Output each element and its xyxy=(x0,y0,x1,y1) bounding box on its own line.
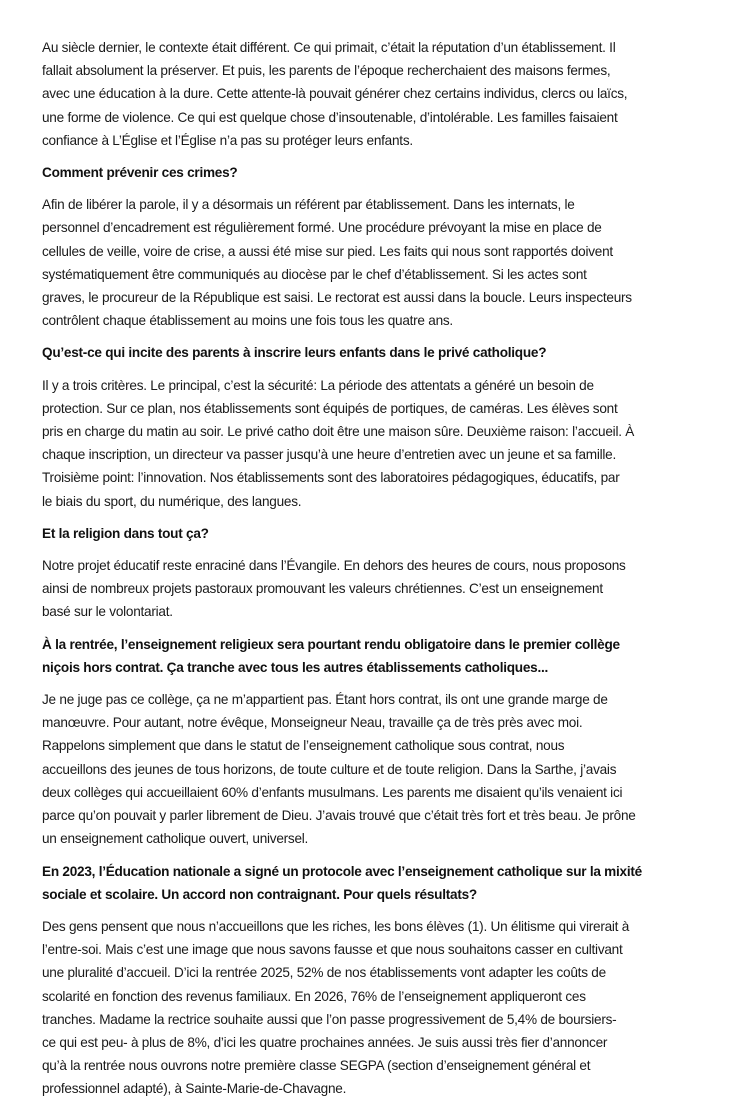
text-line: systématiquement être communiqués au diocèse par le chef d’établissement. Si les actes sont xyxy=(42,266,587,282)
answer-paragraph xyxy=(42,915,722,1101)
text-line: Rappelons simplement que dans le statut de l’enseignement catholique sous contrat, nous xyxy=(42,738,565,754)
text-line: cellules de veille, voire de crise, a aussi été mise sur pied. Les faits qui nous sont rapportés doivent xyxy=(42,243,613,259)
text-line: deux collèges qui accueillaient 60% d’enfants musulmans. Les parents me disaient qu’ils venaient ici xyxy=(42,784,623,800)
text-line: le biais du sport, du numérique, des langues. xyxy=(42,493,302,509)
text-line: confiance à L’Église et l’Église n’a pas su protéger leurs enfants. xyxy=(42,132,413,148)
answer-paragraph xyxy=(42,688,722,850)
answer-paragraph xyxy=(42,193,722,332)
text-line: Des gens pensent que nous n’accueillons que les riches, les bons élèves (1). Un élitisme qui virerait à xyxy=(42,918,630,934)
text-line: fallait absolument la préserver. Et puis, les parents de l’époque recherchaient des maisons fermes, xyxy=(42,63,611,79)
text-line: Qu’est-ce qui incite des parents à inscrire leurs enfants dans le privé catholique? xyxy=(42,345,547,361)
text-line: niçois hors contrat. Ça tranche avec tous les autres établissements catholiques... xyxy=(42,659,549,675)
text-line: l’entre-soi. Mais c’est une image que nous savons fausse et que nous souhaitons casser en cultivant xyxy=(42,942,623,958)
interview-question xyxy=(42,860,722,906)
text-line: chaque inscription, un directeur va passer jusqu’à une heure d’entretien avec un jeune et sa famille. xyxy=(42,447,616,463)
text-line: professionnel adapté), à Sainte-Marie-de-Chavagne. xyxy=(42,1081,347,1097)
answer-paragraph xyxy=(42,374,722,513)
text-line: un enseignement catholique ouvert, universel. xyxy=(42,831,309,847)
text-line: ce qui est peu- à plus de 8%, d’ici les quatre prochaines années. Je suis aussi très fier d’annoncer xyxy=(42,1034,608,1050)
interview-question xyxy=(42,633,722,679)
text-line: pris en charge du matin au soir. Le privé catho doit être une maison sûre. Deuxième raison: l’accueil. À xyxy=(42,424,635,440)
text-line: Comment prévenir ces crimes? xyxy=(42,165,238,181)
text-line: À la rentrée, l’enseignement religieux sera pourtant rendu obligatoire dans le premier collège xyxy=(42,636,620,652)
text-line: ainsi de nombreux projets pastoraux promouvant les valeurs chrétiennes. C’est un enseignement xyxy=(42,581,603,597)
answer-paragraph xyxy=(42,36,722,152)
text-line: Je ne juge pas ce collège, ça ne m’appartient pas. Étant hors contrat, ils ont une grande marge de xyxy=(42,692,608,708)
text-line: graves, le procureur de la République est saisi. Le rectorat est aussi dans la boucle. Leurs inspecteurs xyxy=(42,290,632,306)
article-body xyxy=(42,36,722,1110)
text-line: une forme de violence. Ce qui est quelque chose d’insoutenable, d’intolérable. Les familles faisaient xyxy=(42,109,618,125)
text-line: accueillons des jeunes de tous horizons, de toute culture et de toute religion. Dans la Sarthe, j’avais xyxy=(42,761,617,777)
text-line: manœuvre. Pour autant, notre évêque, Monseigneur Neau, travaille ça de très près avec moi. xyxy=(42,715,583,731)
text-line: Notre projet éducatif reste enraciné dans l’Évangile. En dehors des heures de cours, nous proposons xyxy=(42,558,626,574)
text-line: basé sur le volontariat. xyxy=(42,604,173,620)
text-line: Troisième point: l’innovation. Nos établissements sont des laboratoires pédagogiques, éducatifs, par xyxy=(42,470,620,486)
text-line: avec une éducation à la dure. Cette attente-là pouvait générer chez certains individus, clercs ou laïcs, xyxy=(42,86,628,102)
text-line: Il y a trois critères. Le principal, c’est la sécurité: La période des attentats a généré un besoin de xyxy=(42,377,594,393)
text-line: tranches. Madame la rectrice souhaite aussi que l’on passe progressivement de 5,4% de boursiers- xyxy=(42,1011,617,1027)
answer-paragraph xyxy=(42,554,722,624)
text-line: sociale et scolaire. Un accord non contraignant. Pour quels résultats? xyxy=(42,886,477,902)
text-line: parce qu’on pouvait y parler librement de Dieu. J’avais trouvé que c’était très fort et très beau. Je prône xyxy=(42,808,636,824)
interview-question xyxy=(42,522,722,545)
interview-question xyxy=(42,341,722,364)
interview-question xyxy=(42,161,722,184)
text-line: personnel d’encadrement est régulièrement formé. Une procédure prévoyant la mise en place de xyxy=(42,220,602,236)
text-line: contrôlent chaque établissement au moins une fois tous les quatre ans. xyxy=(42,313,453,329)
text-line: En 2023, l’Éducation nationale a signé un protocole avec l’enseignement catholique sur la mixité xyxy=(42,863,642,879)
text-line: Afin de libérer la parole, il y a désormais un référent par établissement. Dans les internats, le xyxy=(42,197,575,213)
text-line: Au siècle dernier, le contexte était différent. Ce qui primait, c’était la réputation d’un établissement. Il xyxy=(42,40,616,55)
text-line: scolarité en fonction des revenus familiaux. En 2026, 76% de l’enseignement appliqueront ces xyxy=(42,988,586,1004)
text-line: une pluralité d’accueil. D’ici la rentrée 2025, 52% de nos établissements vont adapter les coûts de xyxy=(42,965,606,981)
text-line: Et la religion dans tout ça? xyxy=(42,525,209,541)
text-line: qu’à la rentrée nous ouvrons notre première classe SEGPA (section d’enseignement général et xyxy=(42,1058,591,1074)
text-line: protection. Sur ce plan, nos établissements sont équipés de portiques, de caméras. Les élèves sont xyxy=(42,400,618,416)
